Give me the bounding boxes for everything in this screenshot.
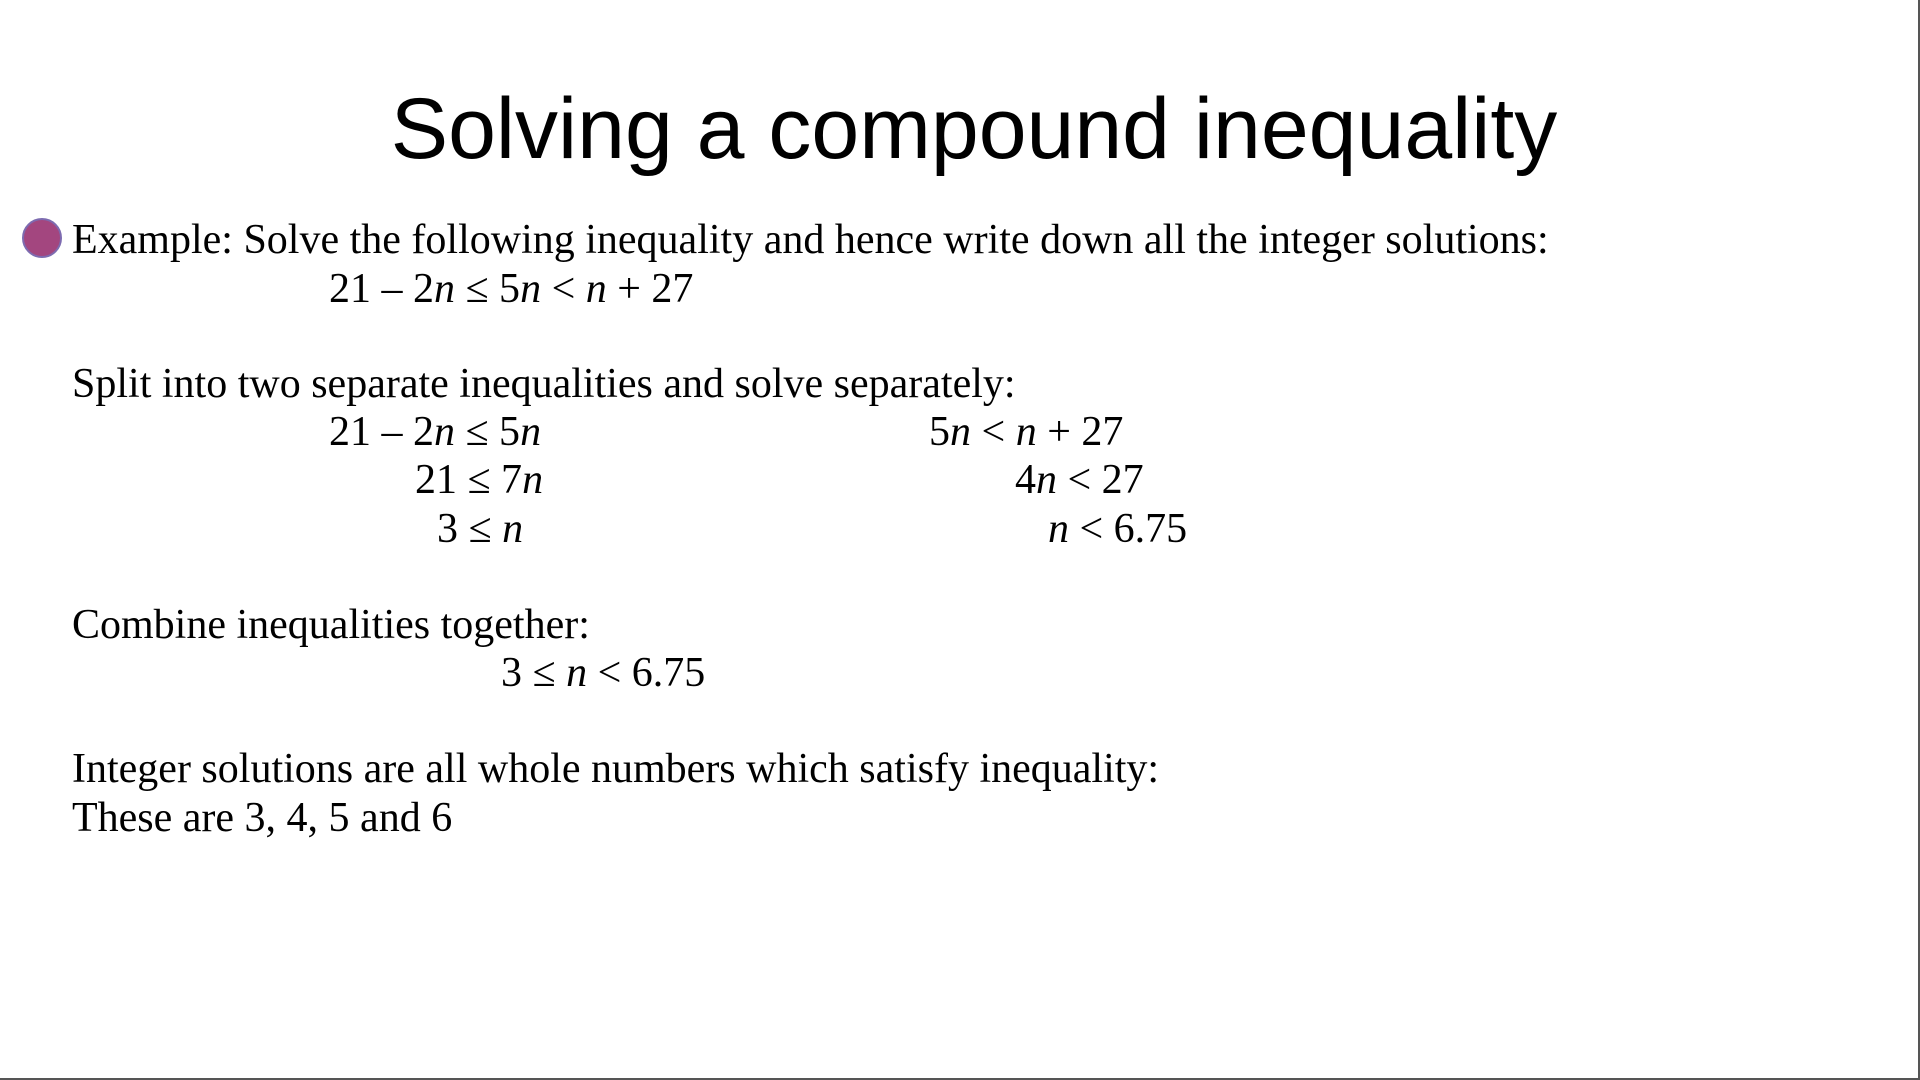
math-text: 5 (929, 409, 950, 455)
math-text: < 27 (1057, 457, 1144, 503)
math-variable: n (502, 506, 524, 552)
math-text: + 27 (1036, 409, 1124, 455)
math-variable: n (520, 266, 542, 312)
right-step-2 (1015, 459, 1144, 501)
example-text: Example: Solve the following inequality and hence write down all the integer solutions: (72, 217, 1549, 263)
math-text: 3 ≤ (501, 650, 567, 696)
math-variable: n (1048, 506, 1069, 552)
math-text: + 27 (606, 266, 694, 312)
math-text: 4 (1015, 457, 1036, 503)
math-text: ≤ 5 (455, 409, 521, 455)
right-step-3 (1048, 508, 1187, 550)
math-variable: n (585, 266, 607, 312)
math-text: 3 ≤ (437, 506, 503, 552)
split-heading: Split into two separate inequalities and solve separately: (72, 361, 1016, 407)
main-inequality (329, 268, 693, 310)
math-text: 21 ≤ 7 (415, 457, 523, 503)
combine-heading: Combine inequalities together: (72, 602, 590, 648)
math-text: < 6.75 (1069, 506, 1188, 552)
math-variable: n (520, 409, 542, 455)
math-variable: n (434, 409, 455, 455)
math-variable: n (1015, 409, 1037, 455)
math-text: < 6.75 (587, 650, 706, 696)
left-step-3 (437, 508, 523, 550)
math-variable: n (950, 409, 971, 455)
math-text: 21 – 2 (329, 266, 434, 312)
math-text: < (971, 409, 1016, 455)
left-step-2 (415, 459, 543, 501)
math-text: 21 – 2 (329, 409, 434, 455)
math-text: < (541, 266, 586, 312)
left-step-1 (329, 411, 541, 453)
combined-inequality (501, 652, 705, 694)
math-variable: n (566, 650, 588, 696)
math-variable: n (522, 457, 544, 503)
math-text: ≤ 5 (455, 266, 521, 312)
answer-text: These are 3, 4, 5 and 6 (72, 795, 453, 841)
right-step-1 (929, 411, 1123, 453)
math-variable: n (434, 266, 455, 312)
bullet-dot-icon (22, 218, 62, 258)
slide-title: Solving a compound inequality (390, 81, 1558, 177)
integer-heading: Integer solutions are all whole numbers which satisfy inequality: (72, 746, 1160, 792)
math-variable: n (1036, 457, 1057, 503)
